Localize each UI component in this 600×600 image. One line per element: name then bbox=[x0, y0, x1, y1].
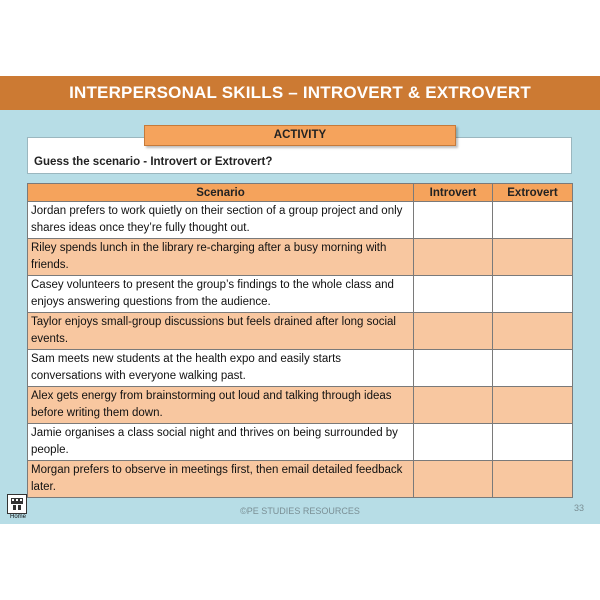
table-row bbox=[28, 424, 573, 461]
table-row bbox=[28, 461, 573, 498]
column-header-extrovert: Extrovert bbox=[493, 184, 573, 202]
table-row bbox=[28, 202, 573, 239]
extrovert-answer-cell[interactable] bbox=[493, 239, 573, 276]
introvert-answer-cell[interactable] bbox=[414, 202, 493, 239]
extrovert-answer-cell[interactable] bbox=[493, 276, 573, 313]
extrovert-answer-cell[interactable] bbox=[493, 461, 573, 498]
scenario-cell: Riley spends lunch in the library re-charging after a busy morning with friends. bbox=[28, 239, 414, 276]
scenario-cell: Alex gets energy from brainstorming out loud and talking through ideas before writing them down. bbox=[28, 387, 414, 424]
extrovert-answer-cell[interactable] bbox=[493, 313, 573, 350]
table-row bbox=[28, 239, 573, 276]
column-header-introvert: Introvert bbox=[414, 184, 493, 202]
scenario-cell: Casey volunteers to present the group’s findings to the whole class and enjoys answering questions from the audience. bbox=[28, 276, 414, 313]
copyright-text: ©PE STUDIES RESOURCES bbox=[240, 506, 360, 516]
scenario-cell: Taylor enjoys small-group discussions but feels drained after long social events. bbox=[28, 313, 414, 350]
table-row bbox=[28, 276, 573, 313]
table-row bbox=[28, 350, 573, 387]
page-title: INTERPERSONAL SKILLS – INTROVERT & EXTROVERT bbox=[0, 76, 600, 110]
introvert-answer-cell[interactable] bbox=[414, 387, 493, 424]
extrovert-answer-cell[interactable] bbox=[493, 350, 573, 387]
activity-prompt: Guess the scenario - Introvert or Extrovert? bbox=[34, 156, 273, 168]
extrovert-answer-cell[interactable] bbox=[493, 202, 573, 239]
table-header-row bbox=[28, 184, 573, 202]
introvert-answer-cell[interactable] bbox=[414, 461, 493, 498]
extrovert-answer-cell[interactable] bbox=[493, 424, 573, 461]
table-row bbox=[28, 387, 573, 424]
scenario-cell: Sam meets new students at the health expo and easily starts conversations with everyone walking past. bbox=[28, 350, 414, 387]
page-number: 33 bbox=[573, 503, 584, 513]
table-row bbox=[28, 313, 573, 350]
scenario-table bbox=[27, 183, 573, 498]
introvert-answer-cell[interactable] bbox=[414, 239, 493, 276]
activity-label: ACTIVITY bbox=[144, 125, 456, 146]
introvert-answer-cell[interactable] bbox=[414, 313, 493, 350]
introvert-answer-cell[interactable] bbox=[414, 350, 493, 387]
introvert-answer-cell[interactable] bbox=[414, 424, 493, 461]
column-header-scenario: Scenario bbox=[28, 184, 414, 202]
introvert-answer-cell[interactable] bbox=[414, 276, 493, 313]
scenario-cell: Jordan prefers to work quietly on their section of a group project and only shares ideas once they’re fully thought out. bbox=[28, 202, 414, 239]
home-label[interactable]: Home bbox=[9, 514, 26, 520]
extrovert-answer-cell[interactable] bbox=[493, 387, 573, 424]
slide bbox=[0, 76, 600, 524]
scenario-cell: Jamie organises a class social night and thrives on being surrounded by people. bbox=[28, 424, 414, 461]
scenario-cell: Morgan prefers to observe in meetings first, then email detailed feedback later. bbox=[28, 461, 414, 498]
